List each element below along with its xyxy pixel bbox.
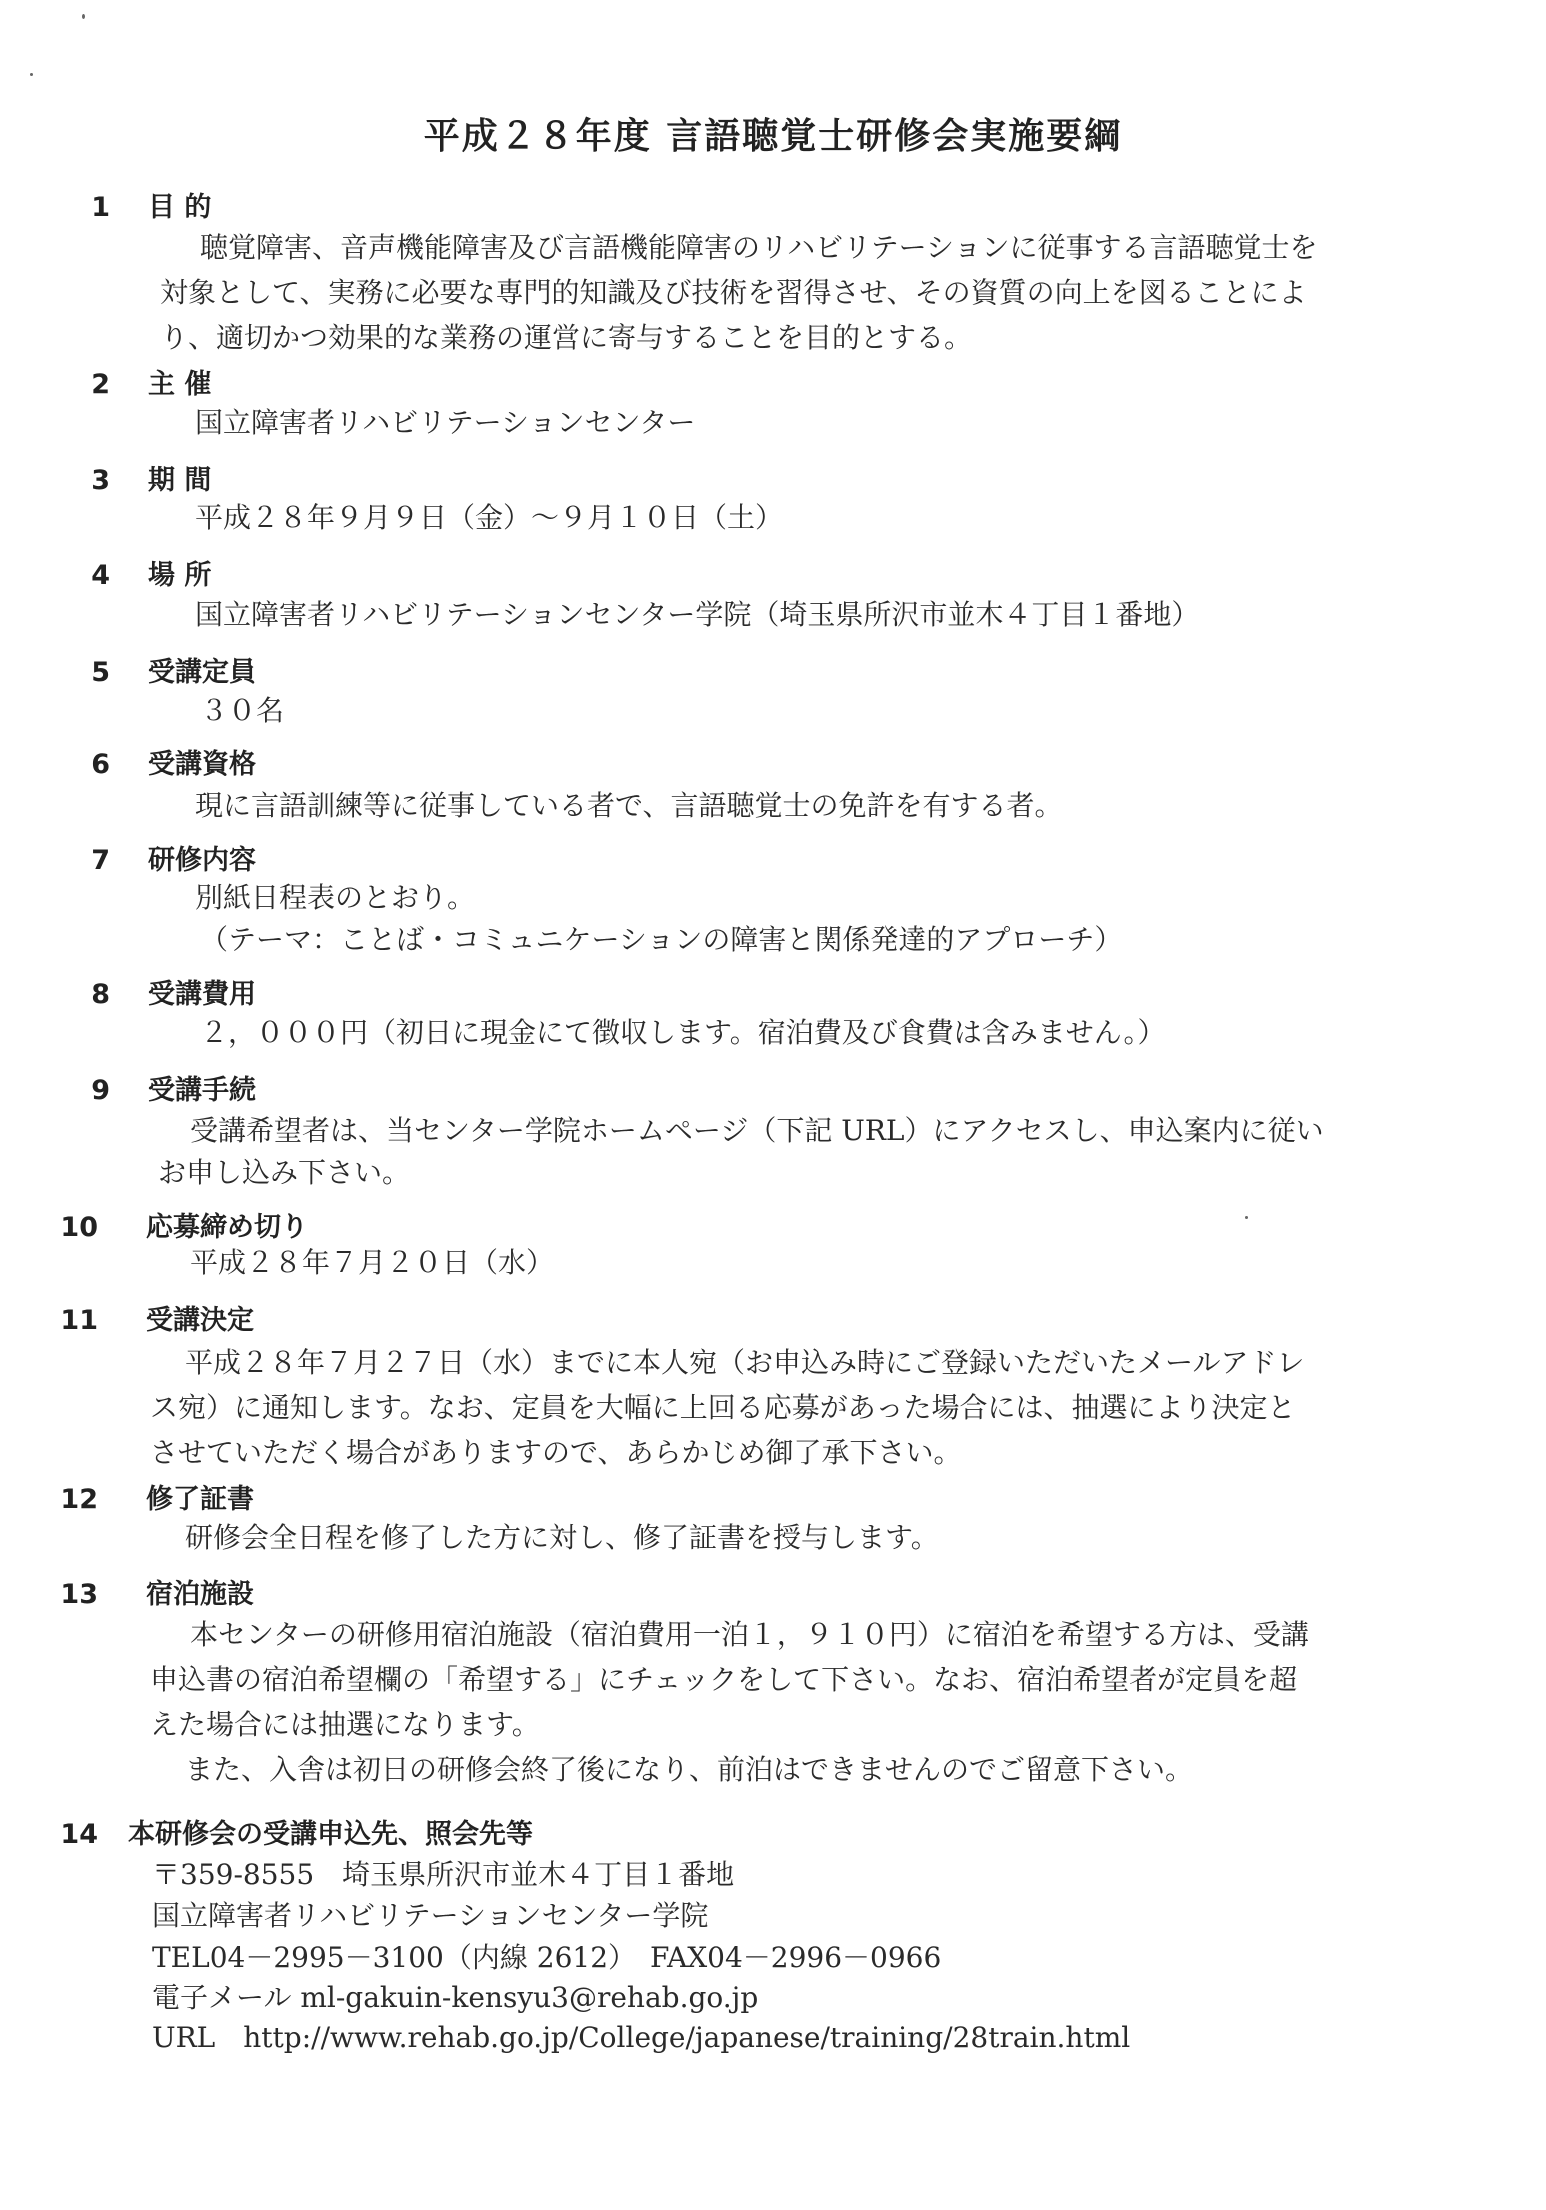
section-number: 9	[91, 1075, 110, 1106]
section-number: 6	[91, 749, 110, 780]
section-8-heading	[50, 972, 256, 1011]
contact-url: URL http://www.rehab.go.jp/College/japanese/training/28train.html	[152, 2021, 1131, 2054]
section-title: 応募締め切り	[146, 1212, 308, 1243]
page-title: 平成２８年度 言語聴覚士研修会実施要綱	[423, 116, 1123, 157]
section-number: 8	[91, 979, 110, 1010]
section-2-line-1: 国立障害者リハビリテーションセンター	[195, 406, 696, 439]
section-6-line-1: 現に言語訓練等に従事している者で、言語聴覚士の免許を有する者。	[195, 789, 1063, 822]
section-number: 5	[91, 657, 110, 688]
section-title: 期 間	[148, 465, 212, 496]
section-14-heading	[50, 1812, 533, 1851]
contact-email: 電子メール ml-gakuin-kensyu3@rehab.go.jp	[152, 1981, 759, 2014]
section-13-line-1: 本センターの研修用宿泊施設（宿泊費用一泊１，９１０円）に宿泊を希望する方は、受講	[190, 1618, 1309, 1651]
section-number: 12	[60, 1484, 98, 1515]
section-13-line-2: 申込書の宿泊希望欄の「希望する」にチェックをして下さい。なお、宿泊希望者が定員を超	[150, 1663, 1298, 1696]
section-11-line-3: させていただく場合がありますので、あらかじめ御了承下さい。	[150, 1436, 962, 1469]
section-number: 1	[91, 192, 110, 223]
section-7-line-1: 別紙日程表のとおり。	[195, 881, 476, 914]
section-1-line-2: 対象として、実務に必要な専門的知識及び技術を習得させ、その資質の向上を図ることによ	[160, 276, 1307, 309]
section-title: 受講費用	[148, 979, 256, 1010]
section-3-line-1: 平成２８年９月９日（金）～９月１０日（土）	[195, 501, 784, 534]
scan-speck	[30, 73, 33, 76]
section-9-line-1: 受講希望者は、当センター学院ホームページ（下記 URL）にアクセスし、申込案内に従い	[190, 1114, 1324, 1147]
section-13-line-4: また、入舎は初日の研修会終了後になり、前泊はできませんのでご留意下さい。	[185, 1753, 1194, 1786]
contact-organization: 国立障害者リハビリテーションセンター学院	[152, 1899, 709, 1932]
section-12-heading	[50, 1477, 254, 1516]
section-4-line-1: 国立障害者リハビリテーションセンター学院（埼玉県所沢市並木４丁目１番地）	[195, 598, 1200, 631]
section-3-heading	[50, 458, 211, 497]
section-title: 受講定員	[148, 657, 256, 688]
section-title: 主 催	[148, 369, 212, 400]
section-number: 7	[91, 845, 110, 876]
section-number: 3	[91, 465, 110, 496]
section-1-heading	[50, 185, 211, 224]
section-6-heading	[50, 742, 256, 781]
section-1-line-1: 聴覚障害、音声機能障害及び言語機能障害のリハビリテーションに従事する言語聴覚士を	[200, 231, 1318, 264]
section-13-heading	[50, 1572, 254, 1611]
scan-speck	[82, 14, 85, 19]
section-1-line-3: り、適切かつ効果的な業務の運営に寄与することを目的とする。	[160, 321, 973, 354]
contact-phone-fax: TEL04－2995－3100（内線 2612） FAX04－2996－0966	[152, 1941, 942, 1974]
section-4-heading	[50, 553, 211, 592]
section-8-line-1: ２，０００円（初日に現金にて徴収します。宿泊費及び食費は含みません。）	[200, 1016, 1166, 1049]
section-12-line-1: 研修会全日程を修了した方に対し、修了証書を授与します。	[185, 1521, 939, 1554]
section-title: 受講手続	[148, 1075, 256, 1106]
section-number: 10	[60, 1212, 98, 1243]
section-5-heading	[50, 650, 256, 689]
section-title: 目 的	[148, 192, 212, 223]
section-5-line-1: ３０名	[200, 694, 285, 727]
section-title: 修了証書	[146, 1484, 254, 1515]
contact-address: 〒359-8555 埼玉県所沢市並木４丁目１番地	[152, 1858, 735, 1891]
section-11-heading	[50, 1298, 254, 1337]
section-7-line-2: （テーマ：ことば・コミュニケーションの障害と関係発達的アプローチ）	[200, 923, 1123, 956]
section-11-line-2: ス宛）に通知します。なお、定員を大幅に上回る応募があった場合には、抽選により決定と	[150, 1391, 1296, 1424]
section-10-heading	[50, 1205, 308, 1244]
section-9-heading	[50, 1068, 256, 1107]
section-10-line-1: 平成２８年７月２０日（水）	[190, 1246, 555, 1279]
section-number: 13	[60, 1579, 98, 1610]
section-number: 11	[60, 1305, 98, 1336]
section-9-line-2: お申し込み下さい。	[158, 1156, 411, 1189]
section-title: 宿泊施設	[146, 1579, 254, 1610]
scan-speck	[1245, 1216, 1248, 1219]
section-11-line-1: 平成２８年７月２７日（水）までに本人宛（お申込み時にご登録いただいたメールアドレ	[185, 1346, 1305, 1379]
section-number: 4	[91, 560, 110, 591]
section-number: 2	[91, 369, 110, 400]
section-title: 場 所	[148, 560, 212, 591]
section-title: 研修内容	[148, 845, 256, 876]
section-13-line-3: えた場合には抽選になります。	[150, 1708, 540, 1741]
section-7-heading	[50, 838, 256, 877]
section-title: 受講資格	[148, 749, 256, 780]
section-title: 本研修会の受講申込先、照会先等	[128, 1819, 533, 1850]
section-2-heading	[50, 362, 211, 401]
section-title: 受講決定	[146, 1305, 254, 1336]
section-number: 14	[60, 1819, 98, 1850]
